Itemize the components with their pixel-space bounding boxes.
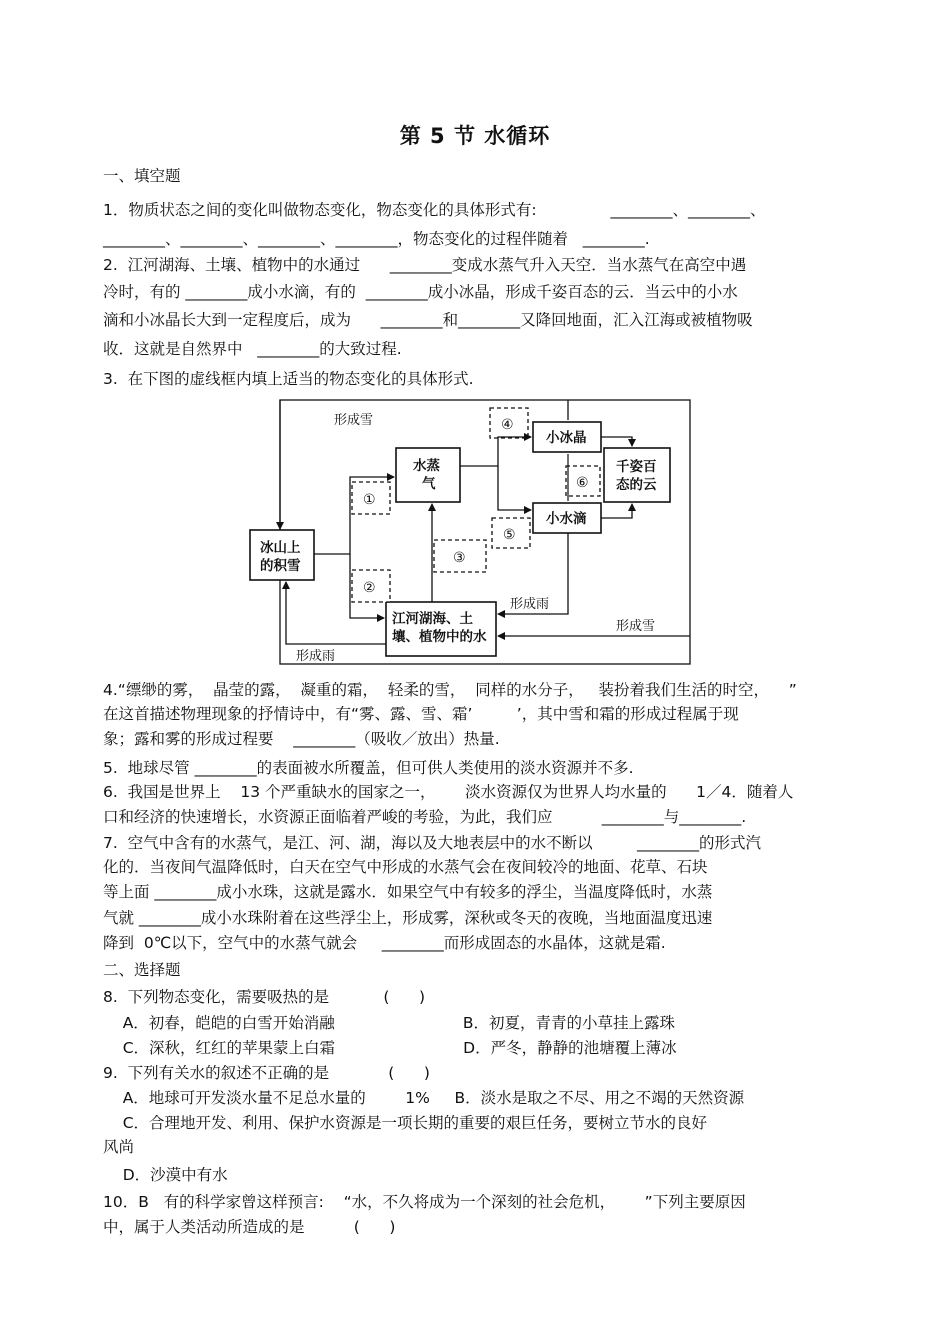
label-water-line-2: 壤、植物中的水 (392, 629, 487, 645)
label-number-5: ⑤ (503, 527, 516, 543)
question-1-line-1: 1．物质状态之间的变化叫做物态变化，物态变化的具体形式有: ________、________、 (103, 201, 766, 219)
question-7-line-5: 降到 0℃以下，空气中的水蒸气就会 ________而形成固态的水晶体，这就是霜. (103, 934, 666, 952)
question-4-line-2: 在这首描述物理现象的抒情诗中，有“雾、露、雪、霜’ ’，其中雪和霜的形成过程属于现 (103, 705, 739, 723)
question-2-line-4: 收．这就是自然界中 ________的大致过程. (103, 340, 402, 358)
question-4-line-1: 4.“缥缈的雾， 晶莹的露， 凝重的霜， 轻柔的雪， 同样的水分子， 装扮着我们生活的时空， ” (103, 681, 797, 699)
question-9-options-ab: A．地球可开发淡水量不足总水量的 1% B．淡水是取之不尽、用之不竭的天然资源 (103, 1089, 745, 1107)
question-7-line-4: 气就 ________成小水珠附着在这些浮尘上，形成雾，深秋或冬天的夜晚，当地面温度迅速 (103, 909, 713, 927)
label-vapor-line-1: 水蒸 (413, 458, 440, 474)
label-water-drop: 小水滴 (546, 511, 587, 527)
label-ice-line-2: 的积雪 (260, 558, 301, 574)
question-8-options-ab: A．初春，皑皑的白雪开始消融 B．初夏，青青的小草挂上露珠 (103, 1014, 676, 1032)
question-1-line-2: ________、________、________、________，物态变化的过程伴随着 ________. (103, 230, 650, 248)
question-2-line-1: 2. 江河湖海、土壤、植物中的水通过 ________变成水蒸气升入天空．当水蒸气在高空中遇 (103, 256, 747, 274)
label-number-6: ⑥ (576, 475, 589, 491)
label-cloud-line-2: 态的云 (616, 477, 657, 493)
label-vapor-line-2: 气 (422, 476, 436, 492)
question-9-option-c: C．合理地开发、利用、保护水资源是一项长期的重要的艰巨任务，要树立节水的良好 (103, 1114, 708, 1132)
label-snow-top: 形成雪 (334, 413, 374, 428)
question-3-line-1: 3. 在下图的虚线框内填上适当的物态变化的具体形式. (103, 370, 474, 388)
label-water-line-1: 江河湖海、土 (392, 611, 473, 627)
label-number-3: ③ (453, 550, 466, 566)
section-heading-choice: 二、选择题 (103, 961, 181, 979)
label-snow-right: 形成雪 (616, 619, 656, 634)
question-8-options-cd: C．深秋，红红的苹果蒙上白霜 D．严冬，静静的池塘覆上薄冰 (103, 1039, 677, 1057)
arrow-drop-to-cloud (601, 504, 632, 518)
label-number-1: ① (363, 492, 376, 508)
label-rain-mid: 形成雨 (510, 597, 550, 612)
question-8-stem: 8. 下列物态变化，需要吸热的是 ( ) (103, 988, 425, 1006)
question-6-line-2: 口和经济的快速增长，水资源正面临着严峻的考验，为此，我们应 ________与________. (103, 808, 747, 826)
question-5-line-1: 5. 地球尽管 ________的表面被水所覆盖，但可供人类使用的淡水资源并不多. (103, 759, 634, 777)
question-4-line-3: 象；露和雾的形成过程要 ________（吸收／放出）热量. (103, 730, 500, 748)
question-7-line-1: 7. 空气中含有的水蒸气，是江、河、湖，海以及大地表层中的水不断以 ________的形式汽 (103, 834, 761, 852)
question-7-line-3: 等上面 ________成小水珠，这就是露水．如果空气中有较多的浮尘，当温度降低时，水蒸 (103, 883, 713, 901)
box-water-vapor (396, 448, 460, 502)
label-rain-bottom: 形成雨 (296, 649, 336, 664)
arrow-vapor-to-ice-crystal (460, 437, 531, 466)
question-9-option-d: D．沙漠中有水 (103, 1166, 228, 1184)
question-9-option-c-cont: 风尚 (103, 1138, 135, 1156)
question-2-line-2: 冷时，有的 ________成小水滴，有的 ________成小冰晶，形成千姿百态的云．当云中的小水 (103, 283, 738, 301)
page-title: 第 5 节 水循环 (399, 124, 551, 148)
arrow-crystal-to-cloud (601, 437, 632, 446)
label-number-4: ④ (501, 417, 514, 433)
arrow-vapor-to-water-drop (498, 466, 531, 510)
question-10-line-1: 10．B 有的科学家曾这样预言: “水，不久将成为一个深刻的社会危机， ”下列主要原因 (103, 1193, 746, 1211)
label-ice-crystal: 小冰晶 (546, 430, 587, 446)
question-6-line-1: 6. 我国是世界上 13 个严重缺水的国家之一， 淡水资源仅为世界人均水量的 1／4．随着人 (103, 783, 794, 801)
section-heading-fill-in: 一、填空题 (103, 167, 181, 185)
question-9-stem: 9. 下列有关水的叙述不正确的是 ( ) (103, 1064, 430, 1082)
question-10-line-2: 中，属于人类活动所造成的是 ( ) (103, 1218, 396, 1236)
label-cloud-line-1: 千姿百 (616, 459, 657, 475)
label-number-2: ② (363, 580, 376, 596)
question-7-line-2: 化的．当夜间气温降低时，白天在空气中形成的水蒸气会在夜间较冷的地面、花草、石块 (103, 858, 708, 876)
water-cycle-diagram (246, 396, 696, 668)
label-ice-line-1: 冰山上 (260, 540, 301, 556)
question-2-line-3: 滴和小冰晶长大到一定程度后，成为 ________和________又降回地面，汇入江海或被植物吸 (103, 311, 753, 329)
box-cloud (604, 448, 670, 502)
